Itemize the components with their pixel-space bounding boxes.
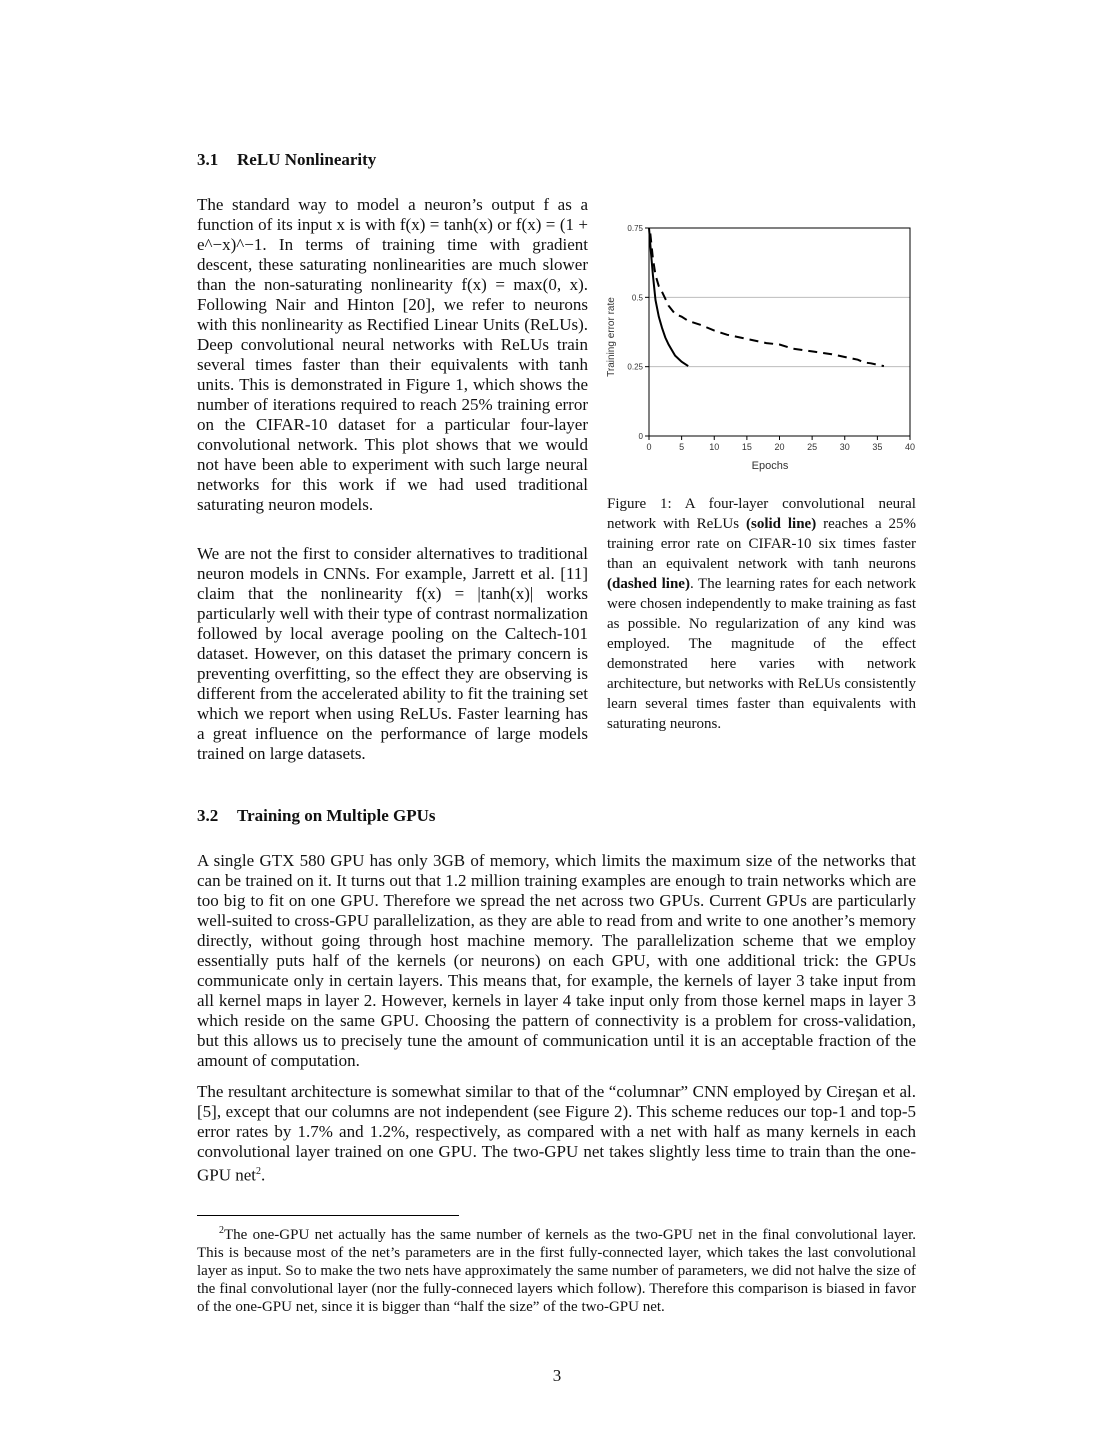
footnote-rule [197, 1215, 459, 1216]
y-tick-label: 0.75 [627, 224, 643, 233]
x-tick-label: 25 [807, 442, 818, 452]
footnote-text: The one-GPU net actually has the same number of kernels as the two-GPU net in the final convolutional layer. This is because most of the net’s parameters are in the first fully-connected layer, which takes the last convolutional layer as input. So to make the two nets have approximately the same number of parameters, we did not halve the size of the final convolutional layer (nor the fully-conneced layers which follow). Therefore this comparison is biased in favor of the one-GPU net, since it is bigger than “half the size” of the two-GPU net. [197, 1227, 916, 1315]
caption-label: Figure 1: [607, 496, 672, 512]
section-3-1-paragraph-1: The standard way to model a neuron’s output f as a function of its input x is with f(x) = tanh(x) or f(x) = (1 + e^−x)^−1. In terms of training time with gradient descent, these saturating nonlinearities are much slower than the non-saturating nonlinearity f(x) = max(0, x). Following Nair and Hinton [20], we refer to neurons with this nonlinearity as Rectified Linear Units (ReLUs). Deep convolutional neural networks with ReLUs train several times faster than their equivalents with tanh units. This is demonstrated in Figure 1, which shows the number of iterations required to reach 25% training error on the CIFAR-10 dataset for a particular four-layer convolutional network. This plot shows that we would not have been able to experiment with such large neural networks for this work if we had used traditional saturating neuron models. [197, 195, 588, 514]
paragraph-text: The resultant architecture is somewhat similar to that of the “columnar” CNN employed by Cireşan et al. [5], except that our columns are not independent (see Figure 2). This scheme reduces our top-1 and top-5 error rates by 1.7% and 1.2%, respectively, as compared with a net with half as many kernels in each convolutional layer trained on one GPU. The two-GPU net takes slightly less time to train than the one-GPU net [197, 1082, 916, 1185]
plot-frame [649, 228, 910, 436]
section-3-1-paragraph-2: We are not the first to consider alternatives to traditional neuron models in CNNs. For example, Jarrett et al. [11] claim that the nonlinearity f(x) = |tanh(x)| works particularly well with their type of contrast normalization followed by local average pooling on the Caltech-101 dataset. However, on this dataset the primary concern is preventing overfitting, so the effect they are observing is different from the accelerated ability to fit the training set which we report when using ReLUs. Faster learning has a great influence on the performance of large models trained on large datasets. [197, 544, 588, 763]
page-number: 3 [552, 1366, 562, 1385]
caption-solid-line: (solid line) [745, 516, 817, 532]
x-tick-label: 10 [709, 442, 720, 452]
y-tick-label: 0.5 [631, 293, 643, 303]
x-axis-ticks [646, 436, 915, 452]
footnote-mark: 2 [219, 1225, 224, 1236]
section-3-2-heading [197, 806, 436, 826]
x-axis-label: Epochs [751, 460, 789, 472]
section-3-2-paragraph-2 [197, 1082, 916, 1186]
caption-text-b: reaches a 25% training error rate on CIFAR-10 six times faster than an equivalent network with tanh neurons [607, 516, 916, 572]
section-title: Training on Multiple GPUs [237, 806, 436, 825]
section-number: 3.2 [197, 806, 219, 825]
x-tick-label: 15 [741, 442, 752, 452]
figure-1-chart [600, 215, 922, 477]
footnote [197, 1222, 916, 1316]
caption-text-c: . The learning rates for each network were chosen independently to make training as fast as possible. No regularization of any kind was employed. The magnitude of the effect demonstrated here varies with network architecture, but networks with ReLUs consistently learn several times faster than equivalents with saturating neurons. [607, 576, 916, 732]
x-tick-label: 0 [646, 442, 652, 452]
x-tick-label: 35 [872, 442, 883, 452]
x-tick-label: 5 [679, 442, 685, 452]
caption-text-a: A four-layer convolutional neural network with ReLUs [607, 496, 916, 532]
footnote-reference: 2 [256, 1166, 262, 1177]
y-axis-ticks [627, 224, 649, 441]
section-3-1-heading [197, 150, 376, 170]
section-title: ReLU Nonlinearity [237, 150, 377, 169]
x-tick-label: 30 [839, 442, 850, 452]
x-tick-label: 20 [774, 442, 785, 452]
y-tick-label: 0.25 [627, 362, 643, 372]
y-tick-label: 0 [638, 432, 643, 441]
y-axis-label: Training error rate [606, 297, 617, 377]
x-tick-label: 40 [904, 442, 916, 452]
section-3-2-paragraph-1: A single GTX 580 GPU has only 3GB of memory, which limits the maximum size of the networks that can be trained on it. It turns out that 1.2 million training examples are enough to train networks which are too big to fit on one GPU. Therefore we spread the net across two GPUs. Current GPUs are particularly well-suited to cross-GPU parallelization, as they are able to read from and write to one another’s memory directly, without going through host machine memory. The parallelization scheme that we employ essentially puts half of the kernels (or neurons) on each GPU, with one additional trick: the GPUs communicate only in certain layers. This means that, for example, the kernels of layer 3 take input from all kernel maps in layer 2. However, kernels in layer 4 take input only from those kernel maps in layer 3 which reside on the same GPU. Choosing the pattern of connectivity is a problem for cross-validation, but this allows us to precisely tune the amount of communication until it is an acceptable fraction of the amount of computation. [197, 851, 916, 1070]
caption-dashed-line: (dashed line) [607, 576, 690, 592]
chart-gridlines [649, 297, 910, 366]
tanh-dashed-line [650, 234, 884, 367]
figure-1-caption [607, 494, 916, 734]
section-number: 3.1 [197, 150, 219, 169]
paragraph-end: . [261, 1165, 266, 1185]
